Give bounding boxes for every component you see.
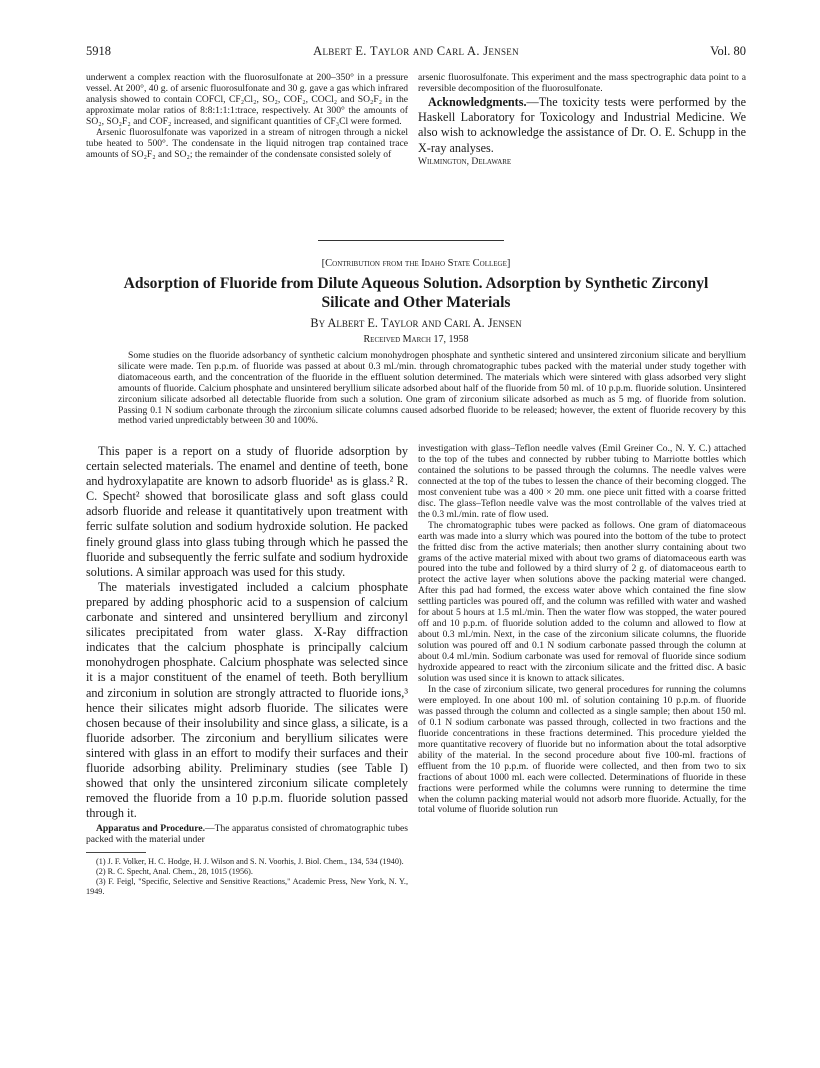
title-line: Adsorption of Fluoride from Dilute Aqueous Solution. Adsorption by Synthetic Zirconyl — [123, 275, 709, 292]
contribution-line: [Contribution from the Idaho State College] — [321, 258, 511, 269]
paragraph: In the case of zirconium silicate, two general procedures for running the columns were employed. In one about 100 ml. of solution containing 10 p.p.m. of fluoride was passed through the column and collected as a single sample; then about 150 ml. of 0.1 N sodium carbonate was passed through, collected in two fractions and the fluoride concentrations in these fractions determined. This procedure yielded the more quantitative recovery of fluoride but no information about the total adsorptive ability of the material. In the second procedure about five 100-ml. fractions of effluent from the 10 p.p.m. of fluoride were collected, and then from two to six fractions of about 1000 ml. each were collected. Determinations of fluoride in these fractions were performed while the columns were running to determine the time when the column packing material would not adsorb more fluoride. Actually, for the total volume of fluoride solution run — [418, 683, 746, 816]
footnote: (2) R. C. Specht, Anal. Chem., 28, 1015 (1956). — [96, 867, 253, 877]
previous-article-column-left — [86, 73, 408, 161]
previous-article-column-right — [418, 73, 746, 168]
page-number: 5918 — [86, 44, 111, 58]
footnote-divider — [86, 852, 146, 853]
running-head-authors: Albert E. Taylor and Carl A. Jensen — [313, 44, 519, 58]
title-line: Silicate and Other Materials — [321, 294, 511, 311]
paragraph: The chromatographic tubes were packed as follows. One gram of diatomaceous earth was made into a slurry which was poured into the bottom of the tube to protect the fritted disc from the active materials; then another slurry containing about two grams of the active material mixed with about two grams of diatomaceous earth was poured into the tube and followed by a third slurry of 2 g. of diatomaceous earth to protect the active layer when solutions above the packing material were changed. After this pad had formed, the excess water above which contained the fine slow settling particles was poured off, and the column was refilled with water and washed for about 5 hours at 1.5 ml./min. Then the water flow was stopped, the water poured off and 10 p.p.m. of fluoride solution added to the column and allowed to flow at about 0.3 ml./min. Next, in the case of the zirconium silicate columns, the fluoride solution was poured off and 0.1 N sodium carbonate passed through the column at about 0.4 ml./min. Sodium carbonate was used for removal of fluoride since sodium hydroxide appeared to react with the zirconium silicate and the fritted disc. A basic solution was used since it is known to attack silicates. — [418, 519, 746, 685]
acknowledgments-text: —The toxicity tests were performed by the Haskell Laboratory for Toxicology and Industrial Medicine. We also wish to acknowledge the assistance of Dr. O. E. Schupp in the X-ray analyses. — [418, 94, 746, 155]
paragraph: Arsenic fluorosulfonate was vaporized in a stream of nitrogen through a nickel tube heated to 500°. The condensate in the liquid nitrogen trap contained trace amounts of SO₂F₂ and SO₂; the remainder of the condensate consisted solely of — [86, 126, 408, 160]
section-divider — [318, 240, 504, 241]
acknowledgments — [418, 95, 746, 156]
footnote: (3) F. Feigl, "Specific, Selective and Sensitive Reactions," Academic Press, New York, N. Y., 1949. — [86, 877, 408, 897]
paragraph-text: —The apparatus consisted of chromatographic tubes packed with the material under — [86, 823, 408, 846]
volume-number: Vol. 80 — [710, 44, 746, 58]
body-column-right — [418, 444, 746, 816]
section-heading: Apparatus and Procedure. — [96, 823, 205, 835]
paragraph: investigation with glass–Teflon needle valves (Emil Greiner Co., N. Y. C.) attached to the top of the tubes and connected by rubber tubing to Marriotte bottles which contained the solutions to be passed through the columns. The needle valves were connected at the top of the tubes to lessen the chance of their becoming clogged. The most convenient tube was a 400 × 20 mm. one piece unit fitted with a coarse fritted disc. The glass–Teflon needle valve was the most controllable of the valves tried at the 0.3 ml./min. rate of flow used. — [418, 443, 746, 520]
abstract: Some studies on the fluoride adsorbancy of synthetic calcium monohydrogen phosphate and synthetic sintered and unsintered zirconium silicate and beryllium silicate were made. Ten p.p.m. of fluoride was passed at about 0.3 ml./min. through chromatographic tubes packed with the material under study together with diatomaceous earth, and the concentration of the fluoride in the effluent solution determined. The materials which were sintered with glass adsorbed very slight amounts of fluoride. Calcium phosphate and unsintered beryllium silicate adsorbed about half of the fluoride from 50 ml. of 10 p.p.m. fluoride solution. Unsintered zirconium silicate adsorbed all detectable fluoride from such a solution. One gram of zirconium silicate adsorbed as much as 5 mg. of fluoride from solution. Passing 0.1 N sodium carbonate through the zirconium silicate columns caused adsorbed fluoride to be released; however, the extent of fluoride recovery by this method varied unpredictably between 30 and 100%. — [118, 350, 746, 427]
running-head — [86, 44, 746, 60]
paragraph — [86, 824, 408, 846]
paragraph: arsenic fluorosulfonate. This experiment and the mass spectrographic data point to a reversible decomposition of the fluorosulfonate. — [418, 72, 746, 94]
body-column-left — [86, 444, 408, 897]
article-title — [86, 274, 746, 312]
received-date: Received March 17, 1958 — [363, 334, 469, 345]
paragraph: This paper is a report on a study of fluoride adsorption by certain selected materials. The enamel and dentine of teeth, bone and hydroxylapatite are known to adsorb fluoride¹ as is glass.² R. C. Specht² showed that borosilicate glass and soft glass could adsorb fluoride and release it quantitatively upon treatment with ferric sulfate solution and sodium hydroxide solution. He packed finely ground glass into glass tubing through which he passed the fluoride and subsequently the ferric sulfate and sodium hydroxide solutions. A similar approach was used for this study. — [86, 444, 408, 579]
acknowledgments-heading: Acknowledgments. — [428, 94, 527, 109]
author-location: Wilmington, Delaware — [418, 155, 512, 167]
footnote: (1) J. F. Volker, H. C. Hodge, H. J. Wilson and S. N. Voorhis, J. Biol. Chem., 134, 534 (1940). — [96, 857, 404, 867]
byline: By Albert E. Taylor and Carl A. Jensen — [310, 316, 522, 330]
paragraph: The materials investigated included a calcium phosphate prepared by adding phosphoric acid to a suspension of calcium carbonate and sintered and unsintered beryllium and zirconyl silicates precipitated from water glass. X-Ray diffraction indicates that the calcium phosphate is principally calcium monohydrogen phosphate. Calcium phosphate was selected since it is a major constituent of the enamel of teeth. Both beryllium and zirconium in solution are strongly attracted to fluoride ions,³ hence their silicates might adsorb fluoride. The silicates were chosen because of their insolubility and since glass, a silicate, is a fluoride adsorber. The zirconium and beryllium silicates were sintered with glass in an effort to modify their surfaces and their fluoride adsorbing ability. Preliminary studies (see Table I) showed that only the unsintered zirconium silicate completely removed the fluoride from a 10 p.p.m. fluoride solution passed through it. — [86, 579, 408, 821]
paragraph: underwent a complex reaction with the fluorosulfonate at 200–350° in a pressure vessel. At 200°, 40 g. of arsenic fluorosulfonate and 30 g. gave a gas which infrared analysis showed to contain COFCl, CF₂Cl₂, SO₂, COF₂, COCl₂ and SO₂F₂ in the approximate molar ratios of 8:8:1:1:1:trace, respectively. At 300° the amounts of SO₂, SO₂F₂ and COF₂ increased, and significant quantities of CF₃Cl were formed. — [86, 72, 408, 127]
